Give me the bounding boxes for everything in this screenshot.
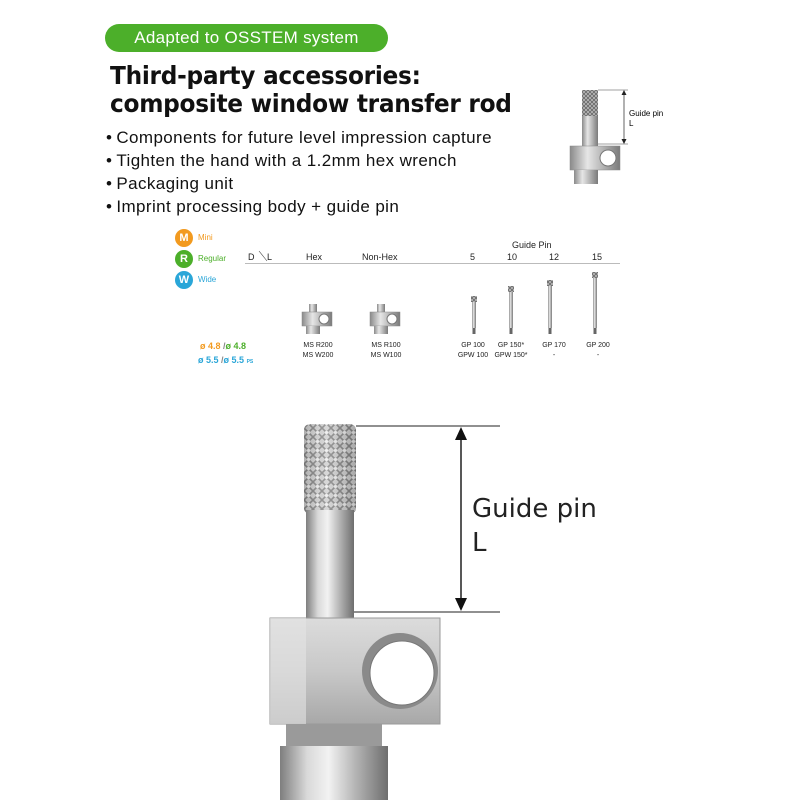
- ps-subscript: PS: [246, 359, 254, 365]
- nonhex-code-regular: MS R100: [371, 342, 401, 349]
- feature-item: • Components for future level impression capture: [106, 126, 492, 149]
- guide-pin-images: [460, 270, 620, 340]
- gp-code-column-12: [536, 342, 572, 359]
- guide-pin-label: Guide pin: [629, 109, 664, 118]
- gp-length-15: 15: [592, 252, 603, 262]
- nonhex-code-wide: MS W100: [370, 352, 402, 359]
- small-transfer-rod-diagram: [560, 82, 690, 197]
- feature-list: [106, 126, 492, 218]
- hex-product-image: [300, 302, 334, 336]
- gp-code: GP 100: [461, 342, 485, 349]
- base: [280, 746, 388, 800]
- hex-code-regular: MS R200: [303, 342, 333, 349]
- diameter-row-2: [198, 355, 253, 365]
- gp-length-12: 12: [549, 252, 560, 262]
- gpw-code: -: [596, 352, 600, 359]
- gp-code: GP 200: [586, 342, 610, 349]
- gp-code: GP 170: [542, 342, 566, 349]
- window-hole: [600, 150, 616, 166]
- regular-badge: R: [175, 250, 193, 268]
- window-hole: [370, 641, 434, 705]
- gp-length-5: 5: [470, 252, 476, 262]
- col-nonhex: Non-Hex: [362, 252, 398, 262]
- base: [574, 170, 598, 184]
- diameter-mini: ø 4.8: [200, 341, 221, 351]
- system-badge: Adapted to OSSTEM system: [105, 24, 388, 52]
- diameter-wide-ps: ø 5.5: [223, 355, 245, 365]
- shaft: [582, 116, 598, 148]
- nonhex-product-image: [368, 302, 402, 336]
- wide-badge: W: [175, 271, 193, 289]
- guide-pin-10: [508, 286, 514, 334]
- diameter-row-1: [200, 341, 246, 351]
- title-line-1: Third-party accessories:: [110, 61, 421, 90]
- gp-code-column-5: [455, 342, 491, 359]
- gp-code: GP 150*: [497, 342, 525, 349]
- mini-badge: M: [175, 229, 193, 247]
- length-label: L: [472, 528, 487, 558]
- title-line-2: composite window transfer rod: [110, 89, 512, 118]
- feature-item: • Packaging unit: [106, 172, 492, 195]
- hex-code-wide: MS W200: [302, 352, 334, 359]
- knurl-grip: [582, 90, 598, 116]
- page-title: [110, 62, 512, 118]
- diameter-separator: /: [221, 355, 224, 365]
- guide-pin-header: Guide Pin: [512, 240, 552, 250]
- guide-pin-15: [592, 272, 598, 334]
- regular-label: Regular: [198, 254, 227, 263]
- nonhex-code-column: [366, 342, 406, 359]
- diameter-separator: /: [223, 341, 226, 351]
- gp-length-10: 10: [507, 252, 518, 262]
- gpw-code: GPW 100: [457, 352, 489, 359]
- feature-item: • Imprint processing body + guide pin: [106, 195, 492, 218]
- feature-item: • Tighten the hand with a 1.2mm hex wrench: [106, 149, 492, 172]
- diameter-wide: ø 5.5: [198, 355, 219, 365]
- guide-pin-label: Guide pin: [472, 494, 597, 524]
- col-d: D: [248, 252, 255, 262]
- large-diagram-label: [472, 492, 597, 560]
- size-legend: [175, 227, 226, 290]
- wide-label: Wide: [198, 275, 217, 284]
- shaft: [306, 510, 354, 630]
- length-label: L: [629, 119, 634, 128]
- diameter-regular: ø 4.8: [225, 341, 247, 351]
- guide-pin-5: [471, 296, 477, 334]
- header-divider: [245, 263, 620, 264]
- gp-code-column-15: [580, 342, 616, 359]
- gp-code-column-10: [493, 342, 529, 359]
- collar: [286, 724, 382, 746]
- mini-label: Mini: [198, 233, 213, 242]
- gpw-code: GPW 150*: [494, 352, 528, 359]
- col-hex: Hex: [306, 252, 323, 262]
- gpw-code: -: [552, 352, 556, 359]
- hex-code-column: [298, 342, 338, 359]
- guide-pin-12: [547, 280, 553, 334]
- large-transfer-rod-diagram: [250, 410, 630, 800]
- col-l: L: [267, 252, 273, 262]
